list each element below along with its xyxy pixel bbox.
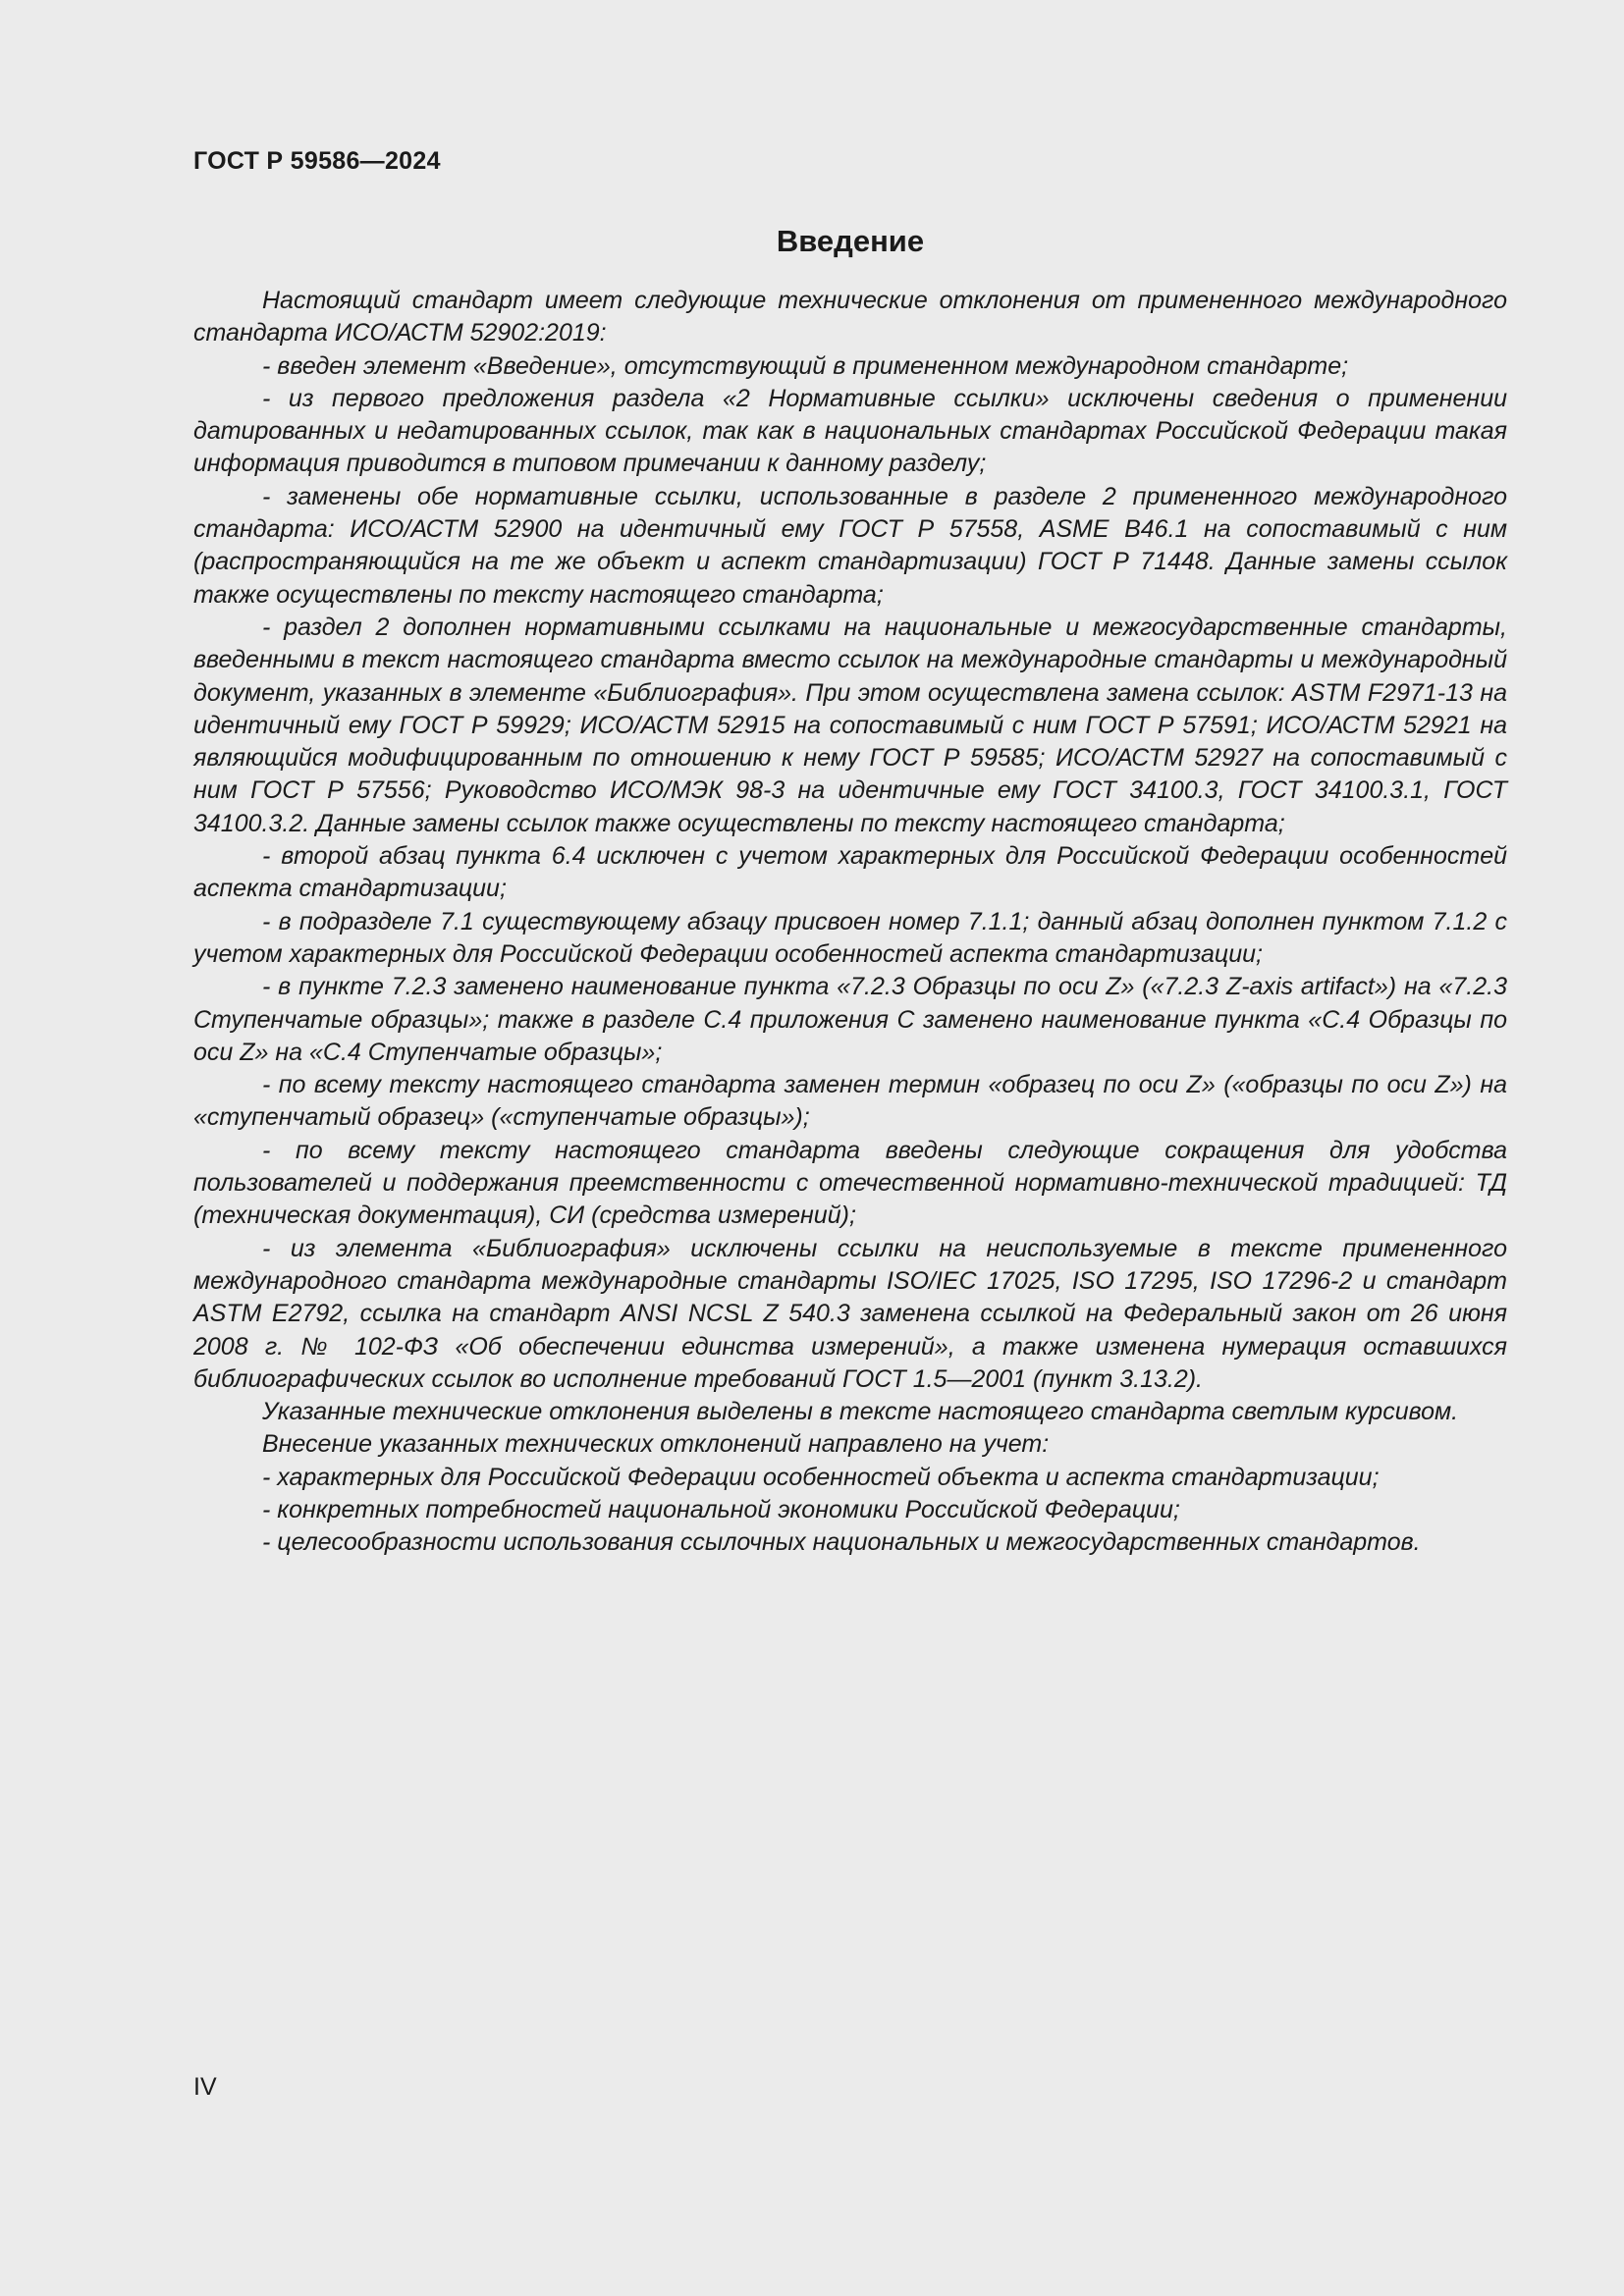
list-item: - целесообразности использования ссылочных национальных и межгосударственных стандартов. bbox=[262, 1528, 1421, 1557]
list-item: - по всему тексту настоящего стандарта введены следующие сокращения для удобства пользователей и поддержания преемственности с отечественной нормативно-технической традицией: ТД (техническая документация), СИ (средства измерений); bbox=[193, 1136, 1507, 1230]
paragraph-note: Указанные технические отклонения выделены в тексте настоящего стандарта светлым курсивом. bbox=[262, 1398, 1459, 1426]
list-item: - конкретных потребностей национальной экономики Российской Федерации; bbox=[262, 1495, 1180, 1523]
list-item: - по всему тексту настоящего стандарта заменен термин «образец по оси Z» («образцы по оси Z») на «ступенчатый образец» («ступенчатые образцы»); bbox=[193, 1071, 1507, 1132]
body-text bbox=[193, 285, 1507, 1560]
page-number: IV bbox=[193, 2073, 217, 2101]
list-item: - из первого предложения раздела «2 Нормативные ссылки» исключены сведения о применении датированных и недатированных ссылок, так как в национальных стандартах Российской Федерации такая информация приводится в типовом примечании к данному разделу; bbox=[193, 384, 1507, 478]
document-code: ГОСТ Р 59586—2024 bbox=[193, 147, 441, 175]
list-item: - из элемента «Библиография» исключены ссылки на неиспользуемые в тексте примененного международного стандарта международные стандарты ISO/IEC 17025, ISO 17295, ISO 17296-2 и стандарт ASTM E2792, ссылка на стандарт ANSI NCSL Z 540.3 заменена ссылкой на Федеральный закон от 26 июня 2008 г. № 102-ФЗ «Об обеспечении единства измерений», а также изменена нумерация оставшихся библиографических ссылок во исполнение требований ГОСТ 1.5—2001 (пункт 3.13.2). bbox=[193, 1234, 1507, 1393]
paragraph-purpose: Внесение указанных технических отклонений направлено на учет: bbox=[262, 1430, 1050, 1459]
list-item: - раздел 2 дополнен нормативными ссылками на национальные и межгосударственные стандарты, введенными в текст настоящего стандарта вместо ссылок на международные стандарты и международный документ, указанных в элементе «Библиография». При этом осуществлена замена ссылок: ASTM F2971-13 на идентичный ему ГОСТ Р 59929; ИСО/АСТМ 52915 на сопоставимый с ним ГОСТ Р 57591; ИСО/АСТМ 52921 на являющийся модифицированным по отношению к нему ГОСТ Р 59585; ИСО/АСТМ 52927 на сопоставимый с ним ГОСТ Р 57556; Руководство ИСО/МЭК 98-3 на идентичные ему ГОСТ 34100.3, ГОСТ 34100.3.1, ГОСТ 34100.3.2. Данные замены ссылок также осуществлены по тексту настоящего стандарта; bbox=[193, 613, 1507, 837]
list-item: - в подразделе 7.1 существующему абзацу присвоен номер 7.1.1; данный абзац дополнен пунктом 7.1.2 с учетом характерных для Российской Федерации особенностей аспекта стандартизации; bbox=[193, 907, 1507, 968]
list-item: - второй абзац пункта 6.4 исключен с учетом характерных для Российской Федерации особенностей аспекта стандартизации; bbox=[193, 842, 1507, 903]
list-item: - введен элемент «Введение», отсутствующий в примененном международном стандарте; bbox=[262, 351, 1349, 380]
list-item: - характерных для Российской Федерации особенностей объекта и аспекта стандартизации; bbox=[262, 1463, 1380, 1491]
section-title: Введение bbox=[776, 224, 925, 258]
paragraph-intro: Настоящий стандарт имеет следующие технические отклонения от примененного международного стандарта ИСО/АСТМ 52902:2019: bbox=[193, 287, 1507, 347]
list-item: - в пункте 7.2.3 заменено наименование пункта «7.2.3 Образцы по оси Z» («7.2.3 Z-axis artifact») на «7.2.3 Ступенчатые образцы»; также в разделе С.4 приложения С заменено наименование пункта «С.4 Образцы по оси Z» на «С.4 Ступенчатые образцы»; bbox=[193, 973, 1507, 1066]
list-item: - заменены обе нормативные ссылки, использованные в разделе 2 примененного международного стандарта: ИСО/АСТМ 52900 на идентичный ему ГОСТ Р 57558, ASME B46.1 на сопоставимый с ним (распространяющийся на те же объект и аспект стандартизации) ГОСТ Р 71448. Данные замены ссылок также осуществлены по тексту настоящего стандарта; bbox=[193, 482, 1507, 609]
